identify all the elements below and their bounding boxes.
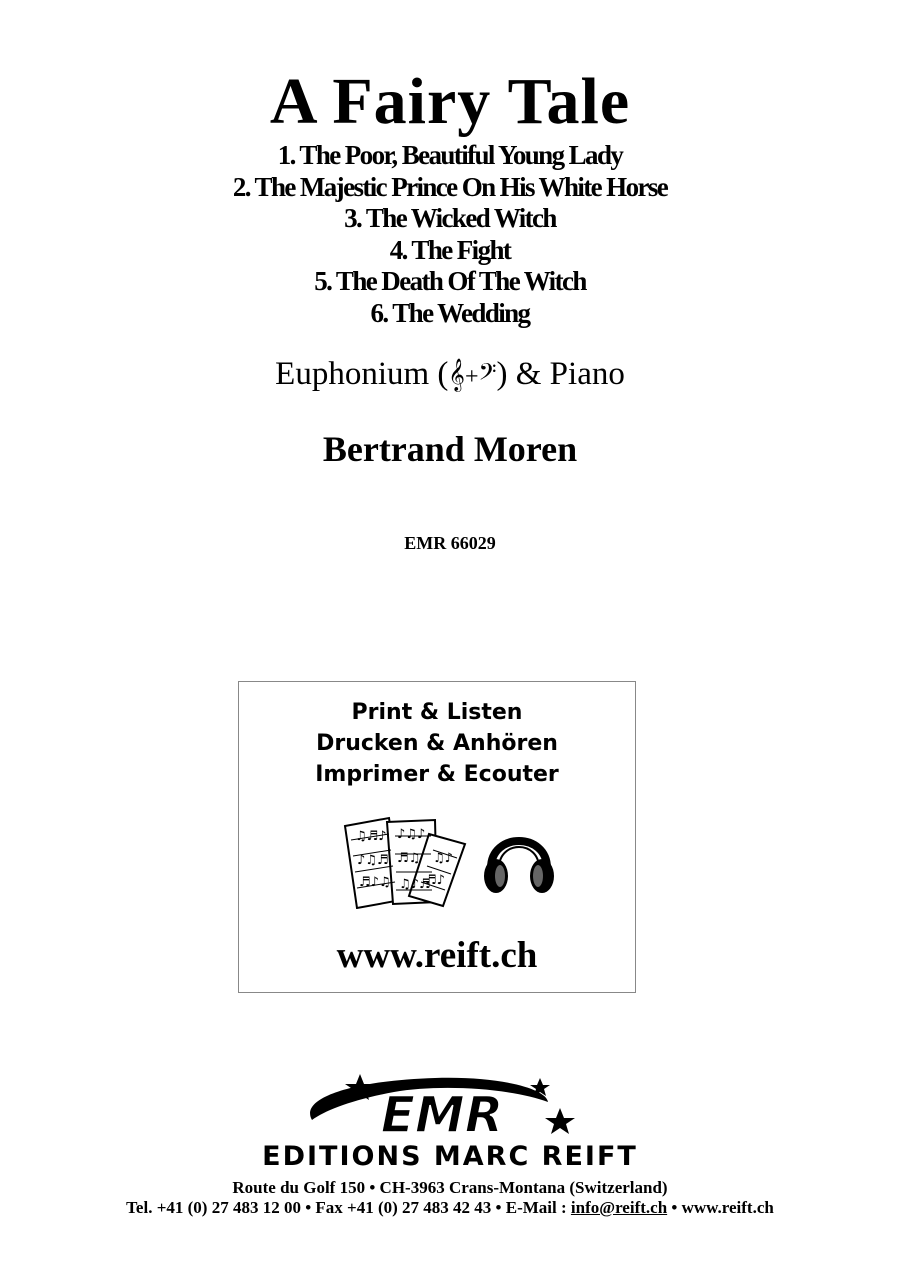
emr-logo	[290, 1072, 580, 1142]
promo-line-french: Imprimer & Ecouter	[315, 762, 559, 787]
headphones-icon	[479, 822, 559, 896]
movement-item: 4. The Fight	[389, 234, 511, 265]
svg-text:♫♬♪: ♫♬♪	[355, 829, 387, 844]
svg-text:♬♪: ♬♪	[425, 873, 445, 888]
svg-text:♪♫♪: ♪♫♪	[397, 827, 426, 842]
movement-item: 5. The Death Of The Witch	[314, 266, 586, 296]
catalog-number: EMR 66029	[404, 533, 496, 553]
movement-item: 3. The Wicked Witch	[344, 203, 556, 233]
movement-list	[0, 140, 900, 329]
svg-text:♫♪♬: ♫♪♬	[399, 877, 431, 892]
publisher-contact	[0, 1198, 900, 1218]
svg-text:♫♪: ♫♪	[433, 851, 453, 866]
publisher-name: EDITIONS MARC REIFT	[262, 1141, 638, 1172]
instrumentation-suffix: ) & Piano	[496, 356, 625, 392]
clef-plus: +	[464, 364, 479, 390]
promo-line-english: Print & Listen	[351, 700, 523, 725]
publisher-address: Route du Golf 150 • CH-3963 Crans-Montana (Switzerland)	[232, 1178, 668, 1197]
sheet-music-icon	[339, 814, 469, 909]
contact-website: • www.reift.ch	[667, 1198, 774, 1217]
contact-phone-fax: Tel. +41 (0) 27 483 12 00 • Fax +41 (0) 27 483 42 43 • E-Mail :	[126, 1198, 571, 1217]
promo-website-link[interactable]: www.reift.ch	[336, 935, 538, 976]
treble-clef-icon: 𝄞	[448, 358, 465, 391]
instrumentation	[0, 354, 900, 397]
logo-text: EMR	[380, 1086, 504, 1142]
svg-text:♬♫: ♬♫	[397, 851, 421, 866]
bass-clef-icon: 𝄢	[478, 358, 497, 391]
promo-line-german: Drucken & Anhören	[316, 731, 558, 756]
print-listen-box	[238, 681, 636, 993]
svg-text:♪♫♬: ♪♫♬	[357, 853, 389, 868]
composer-name: Bertrand Moren	[322, 429, 578, 469]
movement-item: 6. The Wedding	[370, 297, 530, 328]
instrumentation-prefix: Euphonium (	[275, 356, 449, 392]
movement-item: 2. The Majestic Prince On His White Horse	[232, 171, 668, 202]
movement-item: 1. The Poor, Beautiful Young Lady	[277, 140, 623, 170]
page-title: A Fairy Tale	[269, 65, 631, 138]
svg-text:♬♪♫: ♬♪♫	[359, 875, 391, 890]
email-link[interactable]: info@reift.ch	[570, 1198, 668, 1217]
